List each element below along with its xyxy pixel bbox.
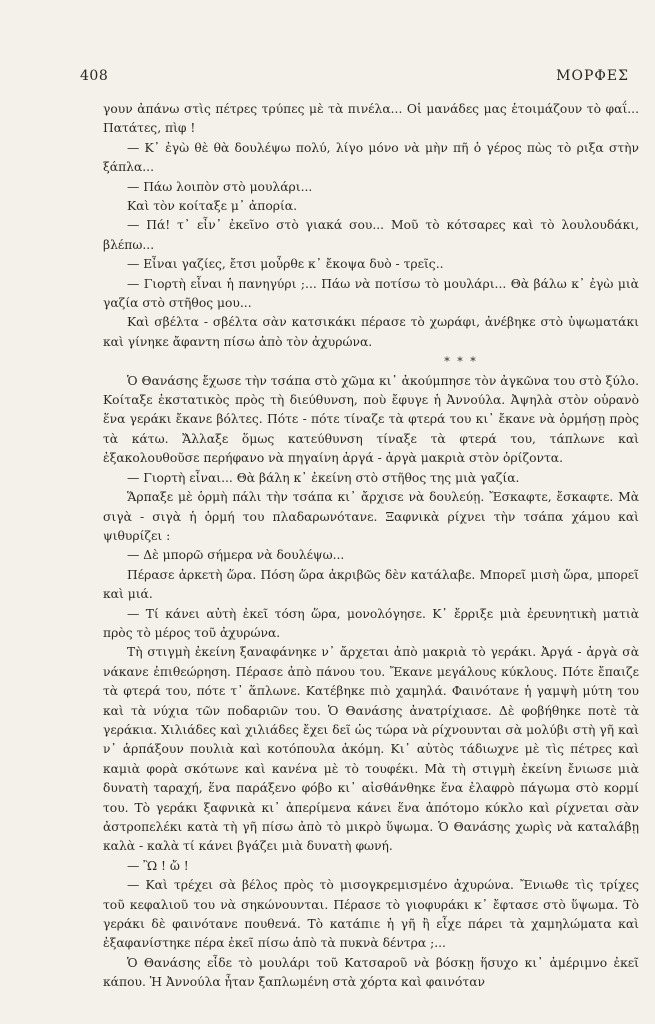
paragraph: — Καὶ τρέχει σὰ βέλος πρὸς τὸ μισογκρεμισμένο ἀχυρώνα. Ἔνιωθε τὶς τρίχες τοῦ κεφαλιοῦ του νὰ σηκώνουνται. Πέρασε τὸ γιοφυράκι κ᾽ ἔφτασε στὸ ὕψωμα. Τὸ γεράκι δὲ φαινότανε πουθενά. Τὸ κατάπιε ἡ γῆ ἢ εἶχε πάρει τὰ χαμηλώματα καὶ ἐξαφανίστηκε πέρα ἐκεῖ πίσω ἀπὸ τὰ πυκνὰ δέντρα ;... bbox=[103, 878, 639, 951]
paragraph: — Τί κάνει αὐτὴ ἐκεῖ τόση ὥρα, μονολόγησε. Κ᾽ ἔρριξε μιὰ ἐρευνητικὴ ματιὰ πρὸς τὸ μέρος τοῦ ἀχυρώνα. bbox=[103, 606, 639, 640]
paragraph: — Κ᾽ ἐγὼ θὲ θὰ δουλέψω πολύ, λίγο μόνο νὰ μὴν πῆ ὁ γέρος πὼς τὸ ριξα στὴν ξάπλα... bbox=[103, 140, 639, 175]
paragraph: — Δὲ μπορῶ σήμερα νὰ δουλέψω... bbox=[127, 548, 345, 563]
paragraph: — Εἶναι γαζίες, ἔτσι μοὖρθε κ᾽ ἔκοψα δυὸ - τρεῖς.. bbox=[127, 257, 444, 272]
paragraph: γουν ἀπάνω στὶς πέτρες τρύπες μὲ τὰ πινέλα... Οἱ μανάδες μας ἑτοιμάζουν τὸ φαΐ... Πατάτες, πὶφ ! bbox=[103, 102, 639, 136]
paragraph: Ὁ Θανάσης ἔχωσε τὴν τσάπα στὸ χῶμα κι᾽ ἀκούμπησε τὸν ἀγκῶνα του στὸ ξύλο. Κοίταξε ἐκστατικὸς πρὸς τὴ διεύθυνση, ποὺ ἔφυγε ἡ Ἀννούλα. Ἀψηλὰ στὸν οὐρανὸ ἕνα γεράκι ἔκανε βόλτες. Πότε - πότε τίναζε τὰ φτερά του κι᾽ ἔκανε νὰ ὁρμήσῃ πρὸς τὰ κάτω. Ἄλλαξε ὅμως κατεύθυνση τίναξε τὰ φτερά του, τάπλωνε καὶ ἐξακολουθοῦσε περήφανο νὰ πηγαίνη ἀργά - ἀργὰ μακριὰ στὸν ὁρίζοντα. bbox=[103, 373, 639, 466]
paragraph: Καὶ σβέλτα - σβέλτα σὰν κατσικάκι πέρασε τὸ χωράφι, ἀνέβηκε στὸ ὑψωματάκι καὶ γίνηκε ἄφαντη πίσω ἀπὸ τὸν ἀχυρώνα. bbox=[103, 315, 639, 349]
paragraph: — Ὢ ! ὤ ! bbox=[127, 858, 189, 873]
paragraph: Ὁ Θανάσης εἶδε τὸ μουλάρι τοῦ Κατσαροῦ νὰ βόσκῃ ἥσυχο κι᾽ ἀμέριμνο ἐκεῖ κάπου. Ἡ Ἀννούλα ἦταν ξαπλωμένη στὰ χόρτα καὶ φαινόταν bbox=[103, 955, 639, 990]
paragraph: Τὴ στιγμὴ ἐκείνη ξαναφάνηκε ν᾽ ἄρχεται ἀπὸ μακριὰ τὸ γεράκι. Ἀργά - ἀργὰ σὰ νάκανε ἐπιθεώρηση. Πέρασε ἀπὸ πάνου του. Ἔκανε μεγάλους κύκλους. Πότε ἔπαιζε τὰ φτερά του, πότε τ᾽ ἅπλωνε. Κατέβηκε πιὸ χαμηλά. Φαινότανε ἡ γαμψὴ μύτη του καὶ τὰ νύχια τῶν ποδαριῶν του. Ὁ Θανάσης ἀνατρίχιασε. Δὲ φοβήθηκε ποτὲ τὰ γεράκια. Χιλιάδες καὶ χιλιάδες ἔχει δεῖ ὡς τώρα νὰ ρίχνουνται σὰ μολύβι στὴ γῆ καὶ ν᾽ ἁρπάξουν πουλιὰ καὶ κοτόπουλα ἀκόμη. Κι᾽ αὐτὸς τάδιωχνε μὲ τὶς πέτρες καὶ καμιὰ φορὰ σκότωνε καὶ κανένα μὲ τὸ τουφέκι. Μὰ τὴ στιγμὴ ἐκείνη ἔνιωσε μιὰ δυνατὴ ταραχή, ἕνα παράξενο φόβο κι᾽ αἰσθάνθηκε ἕνα ἐλαφρὸ πάγωμα στὸ κορμί του. Τὸ γεράκι ξαφνικὰ κι᾽ ἀπερίμενα κάνει ἕνα ἀπότομο κύκλο καὶ ρίχνεται σὰν ἀστροπελέκι κατὰ τὴ γῆ πίσω ἀπὸ τὸ μικρὸ ὕψωμα. Ὁ Θανάσης χωρὶς νὰ καταλάβῃ καλὰ - καλὰ τί κάνει βγάζει μιὰ δυνατὴ φωνή. bbox=[103, 645, 639, 854]
paragraph: — Γιορτὴ εἶναι ἡ πανηγύρι ;... Πάω νὰ ποτίσω τὸ μουλάρι... Θὰ βάλω κ᾽ ἐγὼ μιὰ γαζία στὸ στῆθος μου... bbox=[103, 276, 639, 311]
journal-title: ΜΟΡΦΕΣ bbox=[556, 68, 629, 84]
paragraph: — Γιορτὴ εἶναι... Θὰ βάλη κ᾽ ἐκείνη στὸ στῆθος της μιὰ γαζία. bbox=[127, 470, 520, 485]
page-number: 408 bbox=[80, 68, 109, 84]
paragraph: Πέρασε ἀρκετὴ ὥρα. Πόση ὥρα ἀκριβῶς δὲν κατάλαβε. Μπορεῖ μισὴ ὥρα, μπορεῖ καὶ μιά. bbox=[103, 567, 639, 602]
paragraph: Καὶ τὸν κοίταξε μ᾽ ἀπορία. bbox=[127, 199, 297, 214]
paragraph: — Πάω λοιπὸν στὸ μουλάρι... bbox=[127, 179, 313, 194]
section-separator: * * * bbox=[444, 355, 478, 369]
article-body bbox=[103, 100, 639, 993]
paragraph: — Πά! τ᾽ εἶν᾽ ἐκεῖνο στὸ γιακά σου... Μοῦ τὸ κότσαρες καὶ τὸ λουλουδάκι, βλέπω... bbox=[103, 218, 639, 252]
paragraph: Ἅρπαξε μὲ ὁρμὴ πάλι τὴν τσάπα κι᾽ ἄρχισε νὰ δουλεύῃ. Ἔσκαφτε, ἔσκαφτε. Μὰ σιγὰ - σιγὰ ἡ ὁρμή του πλαδαρωνότανε. Ξαφνικὰ ρίχνει τὴν τσάπα χάμου καὶ ψιθυρίζει : bbox=[103, 490, 639, 543]
